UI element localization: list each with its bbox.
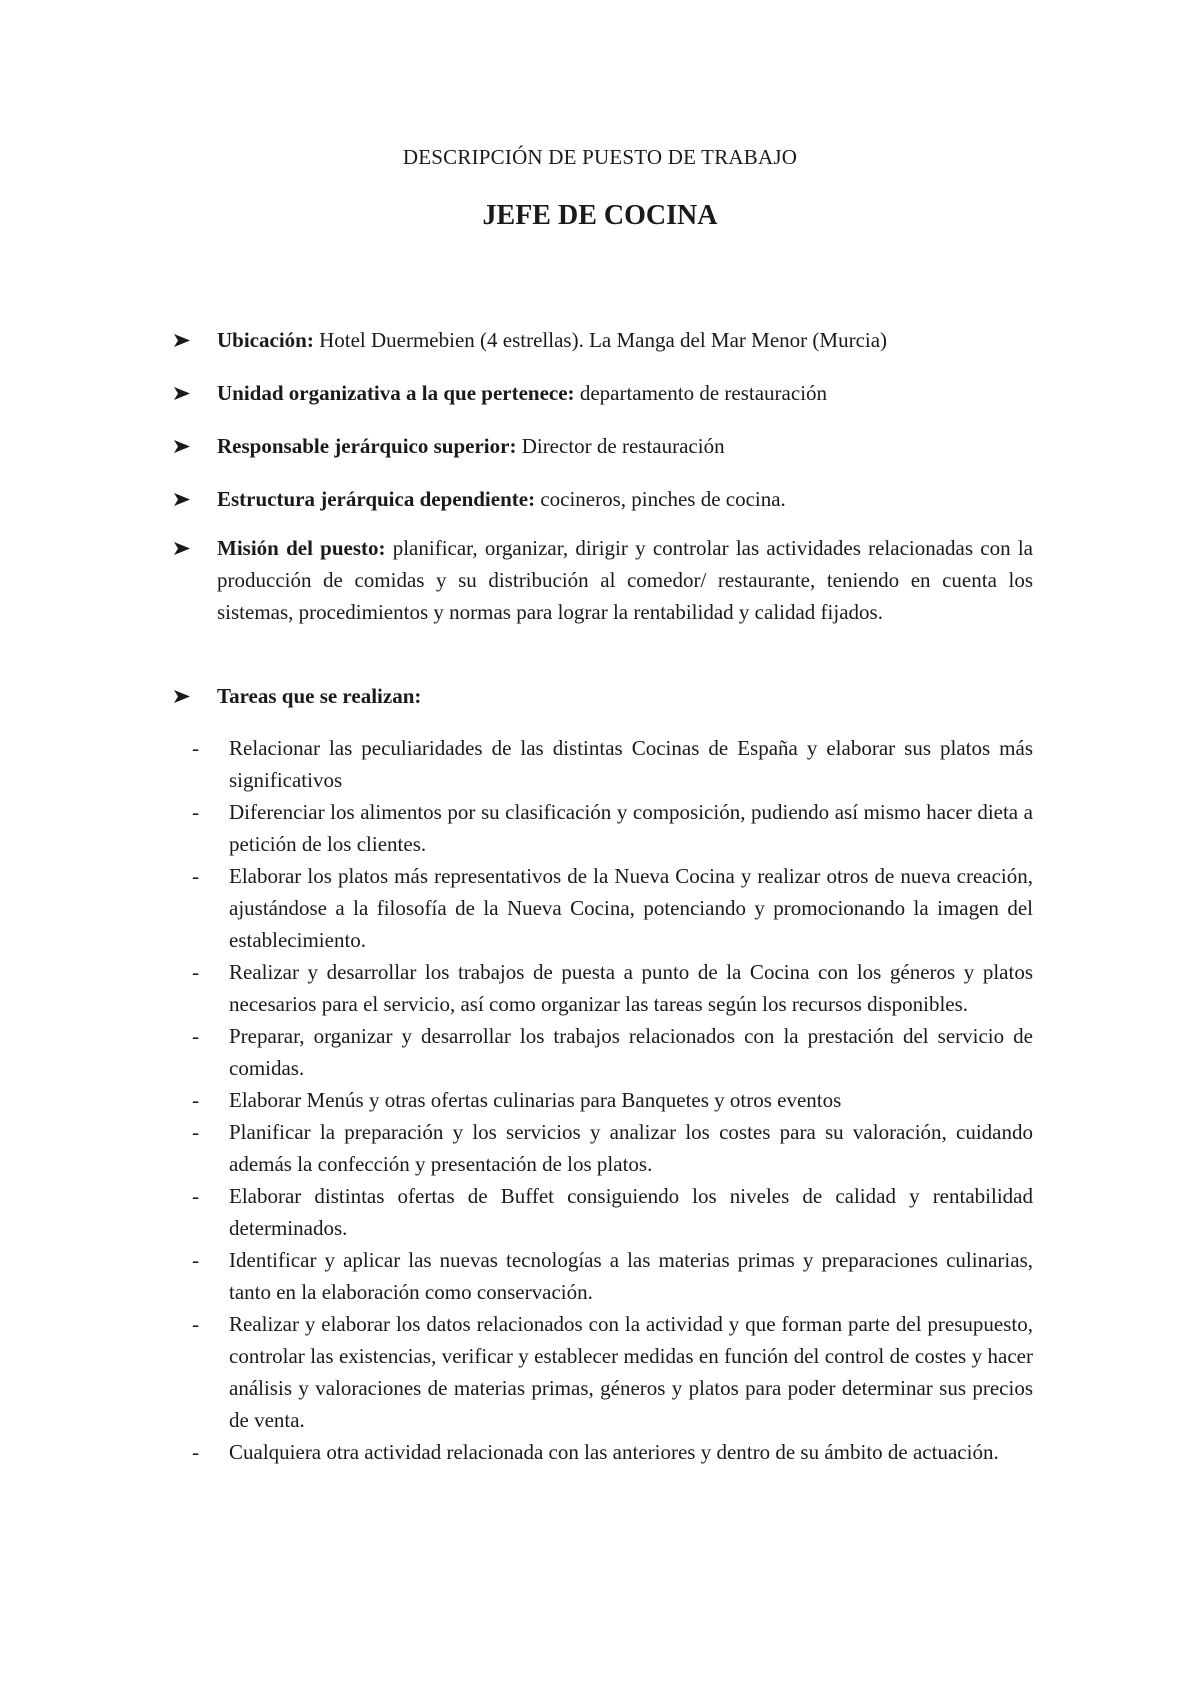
task-text: Identificar y aplicar las nuevas tecnologías a las materias primas y preparaciones culinarias, tanto en la elaboración como conservación. <box>229 1248 1033 1304</box>
bullet-location <box>175 324 1033 356</box>
arrow-bullet-icon <box>173 680 193 712</box>
bullet-label: Responsable jerárquico superior: <box>217 434 517 458</box>
task-text: Diferenciar los alimentos por su clasificación y composición, pudiendo así mismo hacer dieta a petición de los clientes. <box>229 800 1033 856</box>
bullet-label: Misión del puesto: <box>217 536 386 560</box>
task-item <box>192 1020 1033 1084</box>
task-item <box>192 1436 1033 1468</box>
task-text: Cualquiera otra actividad relacionada con las anteriores y dentro de su ámbito de actuación. <box>229 1440 999 1464</box>
dash-bullet: - <box>192 1120 199 1144</box>
task-item <box>192 1116 1033 1180</box>
bullet-tasks <box>175 680 1033 712</box>
task-text: Relacionar las peculiaridades de las distintas Cocinas de España y elaborar sus platos más significativos <box>229 736 1033 792</box>
dash-bullet: - <box>192 1088 199 1112</box>
arrow-bullet-icon <box>173 377 193 409</box>
task-item <box>192 796 1033 860</box>
arrow-bullet-icon <box>173 430 193 462</box>
bullet-org-unit <box>175 377 1033 409</box>
task-item <box>192 1308 1033 1436</box>
task-list <box>192 732 1033 1468</box>
task-item <box>192 1180 1033 1244</box>
dash-bullet: - <box>192 800 199 824</box>
dash-bullet: - <box>192 1024 199 1048</box>
task-text: Elaborar los platos más representativos de la Nueva Cocina y realizar otros de nueva creación, ajustándose a la filosofía de la Nueva Cocina, potenciando y promocionando la imagen del establecimiento. <box>229 864 1033 952</box>
task-item <box>192 860 1033 956</box>
dash-bullet: - <box>192 1312 199 1336</box>
task-item <box>192 956 1033 1020</box>
task-text: Realizar y elaborar los datos relacionados con la actividad y que forman parte del presupuesto, controlar las existencias, verificar y establecer medidas en función del control de costes y hacer análisis y valoraciones de materias primas, géneros y platos para poder determinar sus precios de venta. <box>229 1312 1033 1432</box>
bullet-text: departamento de restauración <box>574 381 828 405</box>
document-title: JEFE DE COCINA <box>482 200 718 231</box>
task-text: Preparar, organizar y desarrollar los trabajos relacionados con la prestación del servicio de comidas. <box>229 1024 1033 1080</box>
bullet-label: Ubicación: <box>217 328 314 352</box>
bullet-superior <box>175 430 1033 462</box>
dash-bullet: - <box>192 960 199 984</box>
bullet-structure <box>175 483 1033 515</box>
dash-bullet: - <box>192 1440 199 1464</box>
task-item <box>192 1084 1033 1116</box>
task-text: Elaborar Menús y otras ofertas culinarias para Banquetes y otros eventos <box>229 1088 842 1112</box>
arrow-bullet-icon <box>173 483 193 515</box>
document-subtitle: DESCRIPCIÓN DE PUESTO DE TRABAJO <box>402 145 798 169</box>
bullet-text: cocineros, pinches de cocina. <box>535 487 786 511</box>
bullet-text: planificar, organizar, dirigir y controlar las actividades relacionadas con la producción de comidas y su distribución al comedor/ restaurante, teniendo en cuenta los sistemas, procedimientos y normas para lograr la rentabilidad y calidad fijados. <box>217 536 1033 624</box>
dash-bullet: - <box>192 736 199 760</box>
bullet-label: Unidad organizativa a la que pertenece: <box>217 381 575 405</box>
dash-bullet: - <box>192 1248 199 1272</box>
task-text: Planificar la preparación y los servicios y analizar los costes para su valoración, cuidando además la confección y presentación de los platos. <box>229 1120 1033 1176</box>
arrow-bullet-icon <box>173 324 193 356</box>
task-item <box>192 732 1033 796</box>
dash-bullet: - <box>192 1184 199 1208</box>
bullet-text: Director de restauración <box>516 434 725 458</box>
task-item <box>192 1244 1033 1308</box>
bullet-text: Hotel Duermebien (4 estrellas). La Manga del Mar Menor (Murcia) <box>313 328 888 352</box>
bullet-label: Estructura jerárquica dependiente: <box>217 487 536 511</box>
arrow-bullet-icon <box>173 532 193 564</box>
dash-bullet: - <box>192 864 199 888</box>
bullet-label: Tareas que se realizan: <box>217 684 422 708</box>
task-text: Elaborar distintas ofertas de Buffet consiguiendo los niveles de calidad y rentabilidad determinados. <box>229 1184 1033 1240</box>
task-text: Realizar y desarrollar los trabajos de puesta a punto de la Cocina con los géneros y platos necesarios para el servicio, así como organizar las tareas según los recursos disponibles. <box>229 960 1033 1016</box>
bullet-mission <box>175 532 1033 628</box>
